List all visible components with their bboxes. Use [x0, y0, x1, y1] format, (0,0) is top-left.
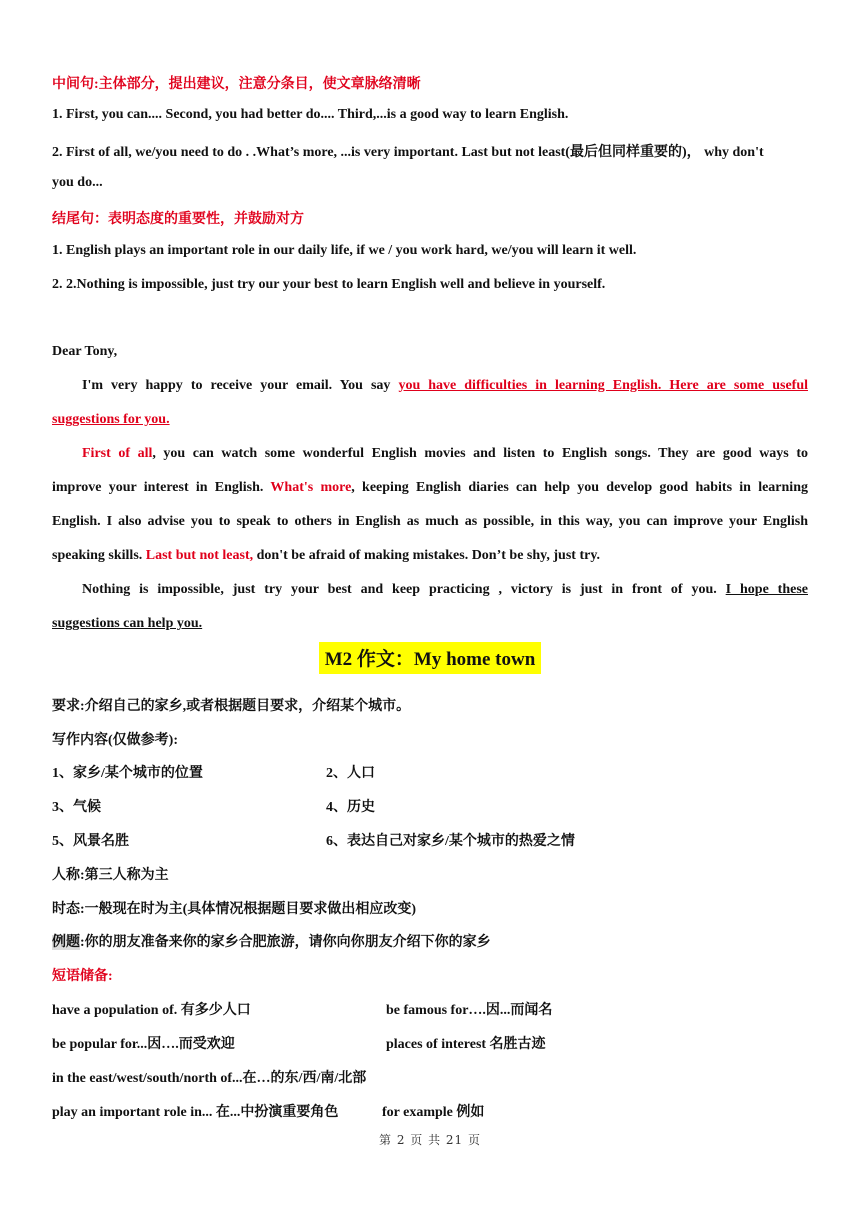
letter-p3-hope: I hope these	[725, 582, 808, 597]
middle-item-2: 2. First of all, we/you need to do . .What’s more, ...is very important. Last but not least(最后但同样重要的)， why don't	[52, 145, 764, 160]
letter-p3-line1-text	[82, 582, 808, 598]
ending-item-1: 1. English plays an important role in our daily life, if we / you work hard, we/you will learn it well.	[52, 243, 637, 258]
phrase-important-role: play an important role in... 在...中扮演重要角色	[52, 1105, 339, 1120]
letter-p2-line1	[82, 446, 808, 462]
letter-p2-text-3: , keeping English diaries can help you develop good habits in learning	[351, 480, 808, 495]
m2-requirement: 要求:介绍自己的家乡,或者根据题目要求，介绍某个城市。	[52, 699, 411, 714]
letter-greeting: Dear Tony,	[52, 344, 118, 359]
middle-item-1: 1. First, you can.... Second, you had better do.... Third,...is a good way to learn English.	[52, 107, 569, 122]
letter-p1-topic: you have difficulties in learning English. Here are some useful	[398, 378, 808, 393]
letter-p3-line2: suggestions can help you.	[52, 616, 203, 631]
m2-title: M2 作文：My home town	[319, 642, 542, 674]
m2-point-5: 5、风景名胜	[52, 834, 129, 849]
letter-p1-intro: I'm very happy to receive your email. You say	[82, 378, 399, 393]
ending-heading: 结尾句：表明态度的重要性，并鼓励对方	[52, 212, 304, 227]
letter-p2-text-6: don't be afraid of making mistakes. Don’t be shy, just try.	[253, 548, 601, 563]
letter-p2-line1-text	[82, 446, 808, 462]
letter-p2-text-4: English. I also advise you to speak to others in English as much as possible, in this way, you can improve your English	[52, 514, 808, 529]
phrase-popular-for: be popular for...因….而受欢迎	[52, 1037, 235, 1052]
m2-example	[52, 931, 491, 951]
letter-p1-line2: suggestions for you.	[52, 412, 170, 427]
letter-p1-line1	[82, 378, 808, 394]
phrase-direction: in the east/west/south/north of...在…的东/西/南/北部	[52, 1071, 367, 1086]
letter-first-of-all: First of all	[82, 446, 153, 461]
phrase-famous-for: be famous for….因...而闻名	[386, 1003, 553, 1018]
letter-p2-text-5: speaking skills.	[52, 548, 146, 563]
m2-phrases-heading: 短语储备:	[52, 969, 113, 984]
m2-example-text: :你的朋友准备来你的家乡合肥旅游，请你向你朋友介绍下你的家乡	[80, 935, 491, 950]
letter-p2-line4	[52, 548, 600, 564]
phrase-population: have a population of. 有多少人口	[52, 1003, 251, 1018]
letter-p3-line1	[82, 582, 808, 598]
letter-p2-text-2: improve your interest in English.	[52, 480, 271, 495]
m2-tense: 时态:一般现在时为主(具体情况根据题目要求做出相应改变)	[52, 902, 416, 917]
m2-point-3: 3、气候	[52, 800, 101, 815]
m2-content-heading: 写作内容(仅做参考):	[52, 733, 178, 748]
m2-point-6: 6、表达自己对家乡/某个城市的热爱之情	[326, 834, 575, 849]
letter-p2-line2-text	[52, 480, 808, 496]
page-footer: 第 2 页 共 21 页	[379, 1133, 481, 1147]
m2-point-4: 4、历史	[326, 800, 375, 815]
m2-title-wrap	[0, 642, 860, 674]
letter-whats-more: What's more	[270, 480, 352, 495]
middle-heading: 中间句:主体部分，提出建议，注意分条目，使文章脉络清晰	[52, 77, 421, 92]
letter-p2-line3	[52, 514, 808, 530]
phrase-for-example: for example 例如	[382, 1105, 485, 1120]
m2-point-2: 2、人口	[326, 766, 375, 781]
letter-p2-text-1: , you can watch some wonderful English movies and listen to English songs. They are good ways to	[152, 446, 808, 461]
middle-item-2-cont: you do...	[52, 175, 103, 190]
m2-person: 人称:第三人称为主	[52, 868, 169, 883]
phrase-places-of-interest: places of interest 名胜古迹	[386, 1037, 546, 1052]
letter-p2-line2	[52, 480, 808, 496]
m2-point-1: 1、家乡/某个城市的位置	[52, 766, 203, 781]
letter-p3-text: Nothing is impossible, just try your best and keep practicing , victory is just in front of you.	[82, 582, 726, 597]
m2-example-label: 例题	[52, 935, 80, 950]
letter-p1-line1-text	[82, 378, 808, 394]
letter-last-but-not-least: Last but not least,	[145, 548, 254, 563]
ending-item-2: 2. 2.Nothing is impossible, just try our your best to learn English well and believe in yourself.	[52, 277, 606, 292]
